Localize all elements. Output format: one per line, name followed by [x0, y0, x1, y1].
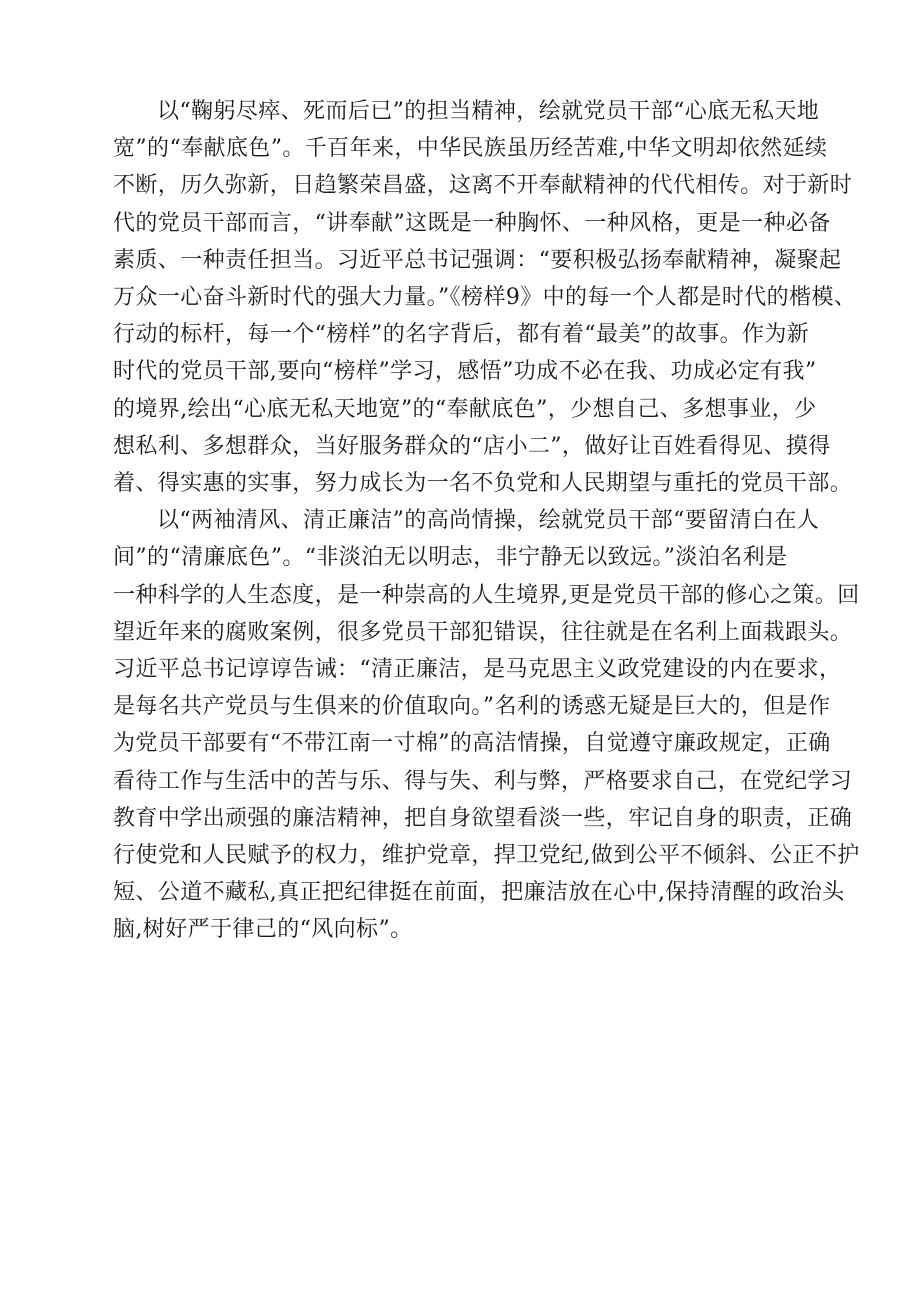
paragraph-integrity	[113, 502, 860, 948]
paragraph-dedication	[113, 93, 857, 502]
text-line: 不断，历久弥新，日趋繁荣昌盛，这离不开奉献精神的代代相传。对于新时	[113, 173, 853, 199]
text-line: 时代的党员干部,要向“榜样”学习，感悟”功成不必在我、功成必定有我”	[113, 359, 817, 385]
text-line: 为党员干部要有“不带江南一寸棉”的高洁情操，自觉遵守廉政规定，正确	[113, 731, 831, 757]
text-line: 的境界,绘出“心底无私天地宽”的“奉献底色”，少想自己、多想事业，少	[113, 396, 817, 422]
text-line: 教育中学出顽强的廉洁精神，把自身欲望看淡一些，牢记自身的职责，正确	[113, 805, 853, 831]
text-line: 一种科学的人生态度，是一种崇高的人生境界,更是党员干部的修心之策。回	[113, 582, 860, 608]
text-line: 看待工作与生活中的苦与乐、得与失、利与弊，严格要求自己，在党纪学习	[113, 768, 853, 794]
text-line: 宽”的“奉献底色”。千百年来，中华民族虽历经苦难,中华文明却依然延续	[113, 136, 828, 162]
text-line: 行动的标杆，每一个“榜样”的名字背后，都有着“最美”的故事。作为新	[113, 322, 810, 348]
text-line: 行使党和人民赋予的权力，维护党章，捍卫党纪,做到公平不倾斜、公正不护	[113, 843, 860, 869]
text-line: 习近平总书记谆谆告诫：“清正廉洁，是马克思主义政党建设的内在要求，	[113, 657, 842, 683]
text-line: 以“鞠躬尽瘁、死而后已”的担当精神，绘就党员干部“心底无私天地	[157, 99, 820, 124]
text-line: 间”的“清廉底色”。“非淡泊无以明志，非宁静无以致远。”淡泊名利是	[113, 545, 788, 571]
text-line: 短、公道不藏私,真正把纪律挺在前面，把廉洁放在心中,保持清醒的政治头	[113, 880, 845, 906]
text-line: 想私利、多想群众，当好服务群众的“店小二”，做好让百姓看得见、摸得	[113, 433, 831, 459]
text-line: 代的党员干部而言，“讲奉献”这既是一种胸怀、一种风格，更是一种必备	[113, 210, 831, 236]
document-body	[113, 93, 860, 949]
text-line: 万众一心奋斗新时代的强大力量。”《榜样9》中的每一个人都是时代的楷模、	[113, 285, 857, 311]
text-line: 着、得实惠的实事，努力成长为一名不负党和人民期望与重托的党员干部。	[113, 471, 853, 497]
text-line: 望近年来的腐败案例，很多党员干部犯错误，往往就是在名利上面栽跟头。	[113, 619, 853, 645]
text-line: 以“两袖清风、清正廉洁”的高尚情操，绘就党员干部“要留清白在人	[157, 508, 820, 534]
text-line: 是每名共产党员与生俱来的价值取向。”名利的诱惑无疑是巨大的，但是作	[113, 694, 831, 720]
text-line: 脑,树好严于律己的“风向标”。	[113, 917, 413, 943]
text-line: 素质、一种责任担当。习近平总书记强调：“要积极弘扬奉献精神，凝聚起	[113, 247, 842, 273]
